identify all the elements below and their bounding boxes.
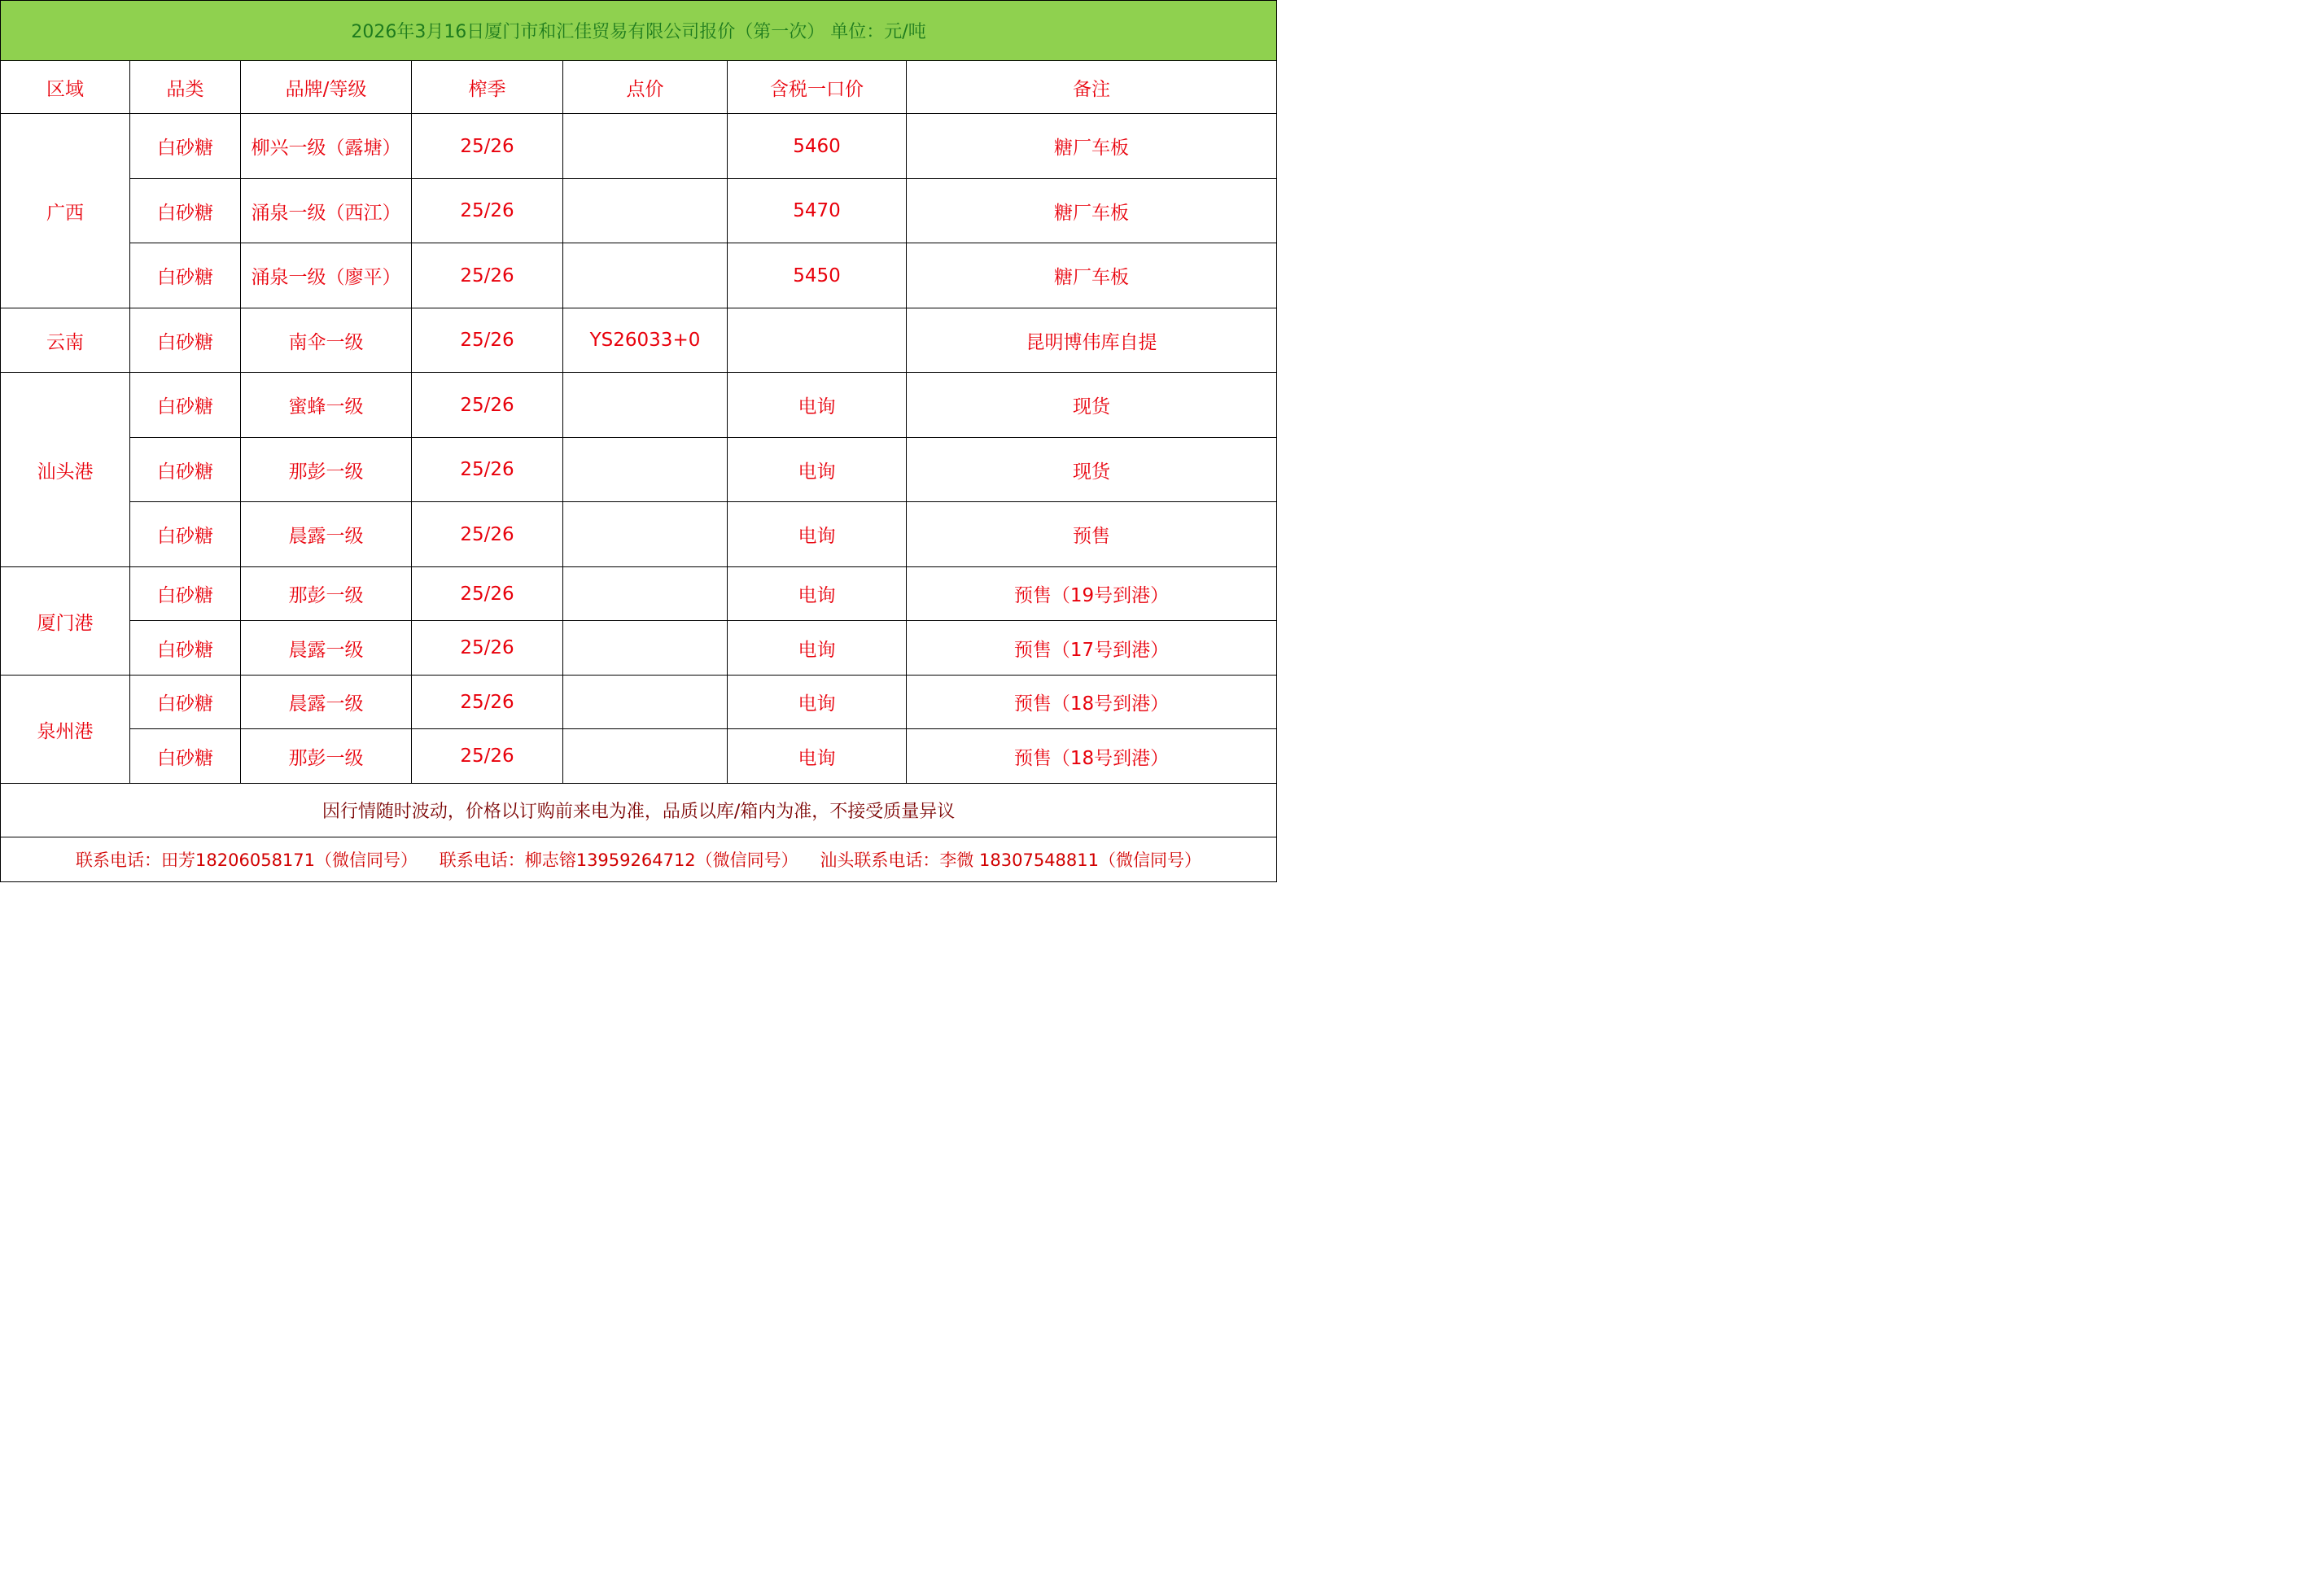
column-header-region: 区域 [1,61,130,114]
region-cell: 云南 [1,308,130,373]
price-cell: 5470 [728,179,907,243]
table-row [1,243,1277,308]
season-cell: 25/26 [412,676,563,729]
price-cell [728,308,907,373]
season-cell: 25/26 [412,621,563,676]
season-cell: 25/26 [412,567,563,621]
point-price-cell [563,373,728,438]
column-header-category: 品类 [130,61,241,114]
category-cell: 白砂糖 [130,438,241,502]
brand-cell: 那彭一级 [241,729,412,784]
brand-cell: 涌泉一级（西江） [241,179,412,243]
region-cell: 广西 [1,114,130,308]
note-cell: 预售 [907,502,1277,567]
price-cell: 电询 [728,502,907,567]
point-price-cell [563,621,728,676]
note-cell: 预售（17号到港） [907,621,1277,676]
category-cell: 白砂糖 [130,373,241,438]
point-price-cell [563,676,728,729]
column-header-brand: 品牌/等级 [241,61,412,114]
season-cell: 25/26 [412,179,563,243]
season-cell: 25/26 [412,243,563,308]
note-cell: 现货 [907,438,1277,502]
note-cell: 昆明博伟库自提 [907,308,1277,373]
point-price-cell [563,243,728,308]
table-row [1,308,1277,373]
price-cell: 电询 [728,676,907,729]
point-price-cell [563,567,728,621]
price-cell: 电询 [728,621,907,676]
table-row [1,729,1277,784]
price-cell: 5450 [728,243,907,308]
price-cell: 电询 [728,438,907,502]
category-cell: 白砂糖 [130,308,241,373]
table-row [1,114,1277,179]
price-cell: 电询 [728,567,907,621]
region-cell: 厦门港 [1,567,130,676]
table-row [1,438,1277,502]
brand-cell: 晨露一级 [241,676,412,729]
table-row [1,373,1277,438]
price-cell: 电询 [728,729,907,784]
note-cell: 糖厂车板 [907,243,1277,308]
region-cell: 泉州港 [1,676,130,784]
category-cell: 白砂糖 [130,502,241,567]
brand-cell: 涌泉一级（廖平） [241,243,412,308]
contact-phone-shantou: 汕头联系电话：李微 18307548811（微信同号） [820,850,1202,870]
table-row [1,502,1277,567]
price-table [0,0,1277,882]
point-price-cell [563,729,728,784]
point-price-cell [563,179,728,243]
price-cell: 5460 [728,114,907,179]
table-row [1,567,1277,621]
category-cell: 白砂糖 [130,729,241,784]
category-cell: 白砂糖 [130,179,241,243]
note-cell: 预售（19号到港） [907,567,1277,621]
header-row [1,61,1277,114]
table-row [1,179,1277,243]
brand-cell: 蜜蜂一级 [241,373,412,438]
note-cell: 糖厂车板 [907,179,1277,243]
brand-cell: 晨露一级 [241,502,412,567]
category-cell: 白砂糖 [130,676,241,729]
contact-phone-1: 联系电话：田芳18206058171（微信同号） [76,850,418,870]
point-price-cell [563,502,728,567]
note-cell: 糖厂车板 [907,114,1277,179]
contact-phone-2: 联系电话：柳志镕13959264712（微信同号） [439,850,798,870]
table-row [1,621,1277,676]
point-price-cell: YS26033+0 [563,308,728,373]
brand-cell: 南伞一级 [241,308,412,373]
season-cell: 25/26 [412,438,563,502]
brand-cell: 晨露一级 [241,621,412,676]
contact-bar [1,837,1277,882]
column-header-point-price: 点价 [563,61,728,114]
brand-cell: 那彭一级 [241,438,412,502]
note-cell: 现货 [907,373,1277,438]
season-cell: 25/26 [412,308,563,373]
point-price-cell [563,438,728,502]
category-cell: 白砂糖 [130,243,241,308]
brand-cell: 柳兴一级（露塘） [241,114,412,179]
table-row [1,676,1277,729]
season-cell: 25/26 [412,373,563,438]
category-cell: 白砂糖 [130,621,241,676]
column-header-season: 榨季 [412,61,563,114]
region-cell: 汕头港 [1,373,130,567]
category-cell: 白砂糖 [130,114,241,179]
point-price-cell [563,114,728,179]
brand-cell: 那彭一级 [241,567,412,621]
season-cell: 25/26 [412,729,563,784]
disclaimer-notice: 因行情随时波动，价格以订购前来电为准，品质以库/箱内为准，不接受质量异议 [1,784,1277,837]
sheet-title: 2026年3月16日厦门市和汇佳贸易有限公司报价（第一次） 单位：元/吨 [1,1,1277,61]
price-cell: 电询 [728,373,907,438]
note-cell: 预售（18号到港） [907,729,1277,784]
column-header-price: 含税一口价 [728,61,907,114]
season-cell: 25/26 [412,502,563,567]
season-cell: 25/26 [412,114,563,179]
category-cell: 白砂糖 [130,567,241,621]
note-cell: 预售（18号到港） [907,676,1277,729]
column-header-note: 备注 [907,61,1277,114]
